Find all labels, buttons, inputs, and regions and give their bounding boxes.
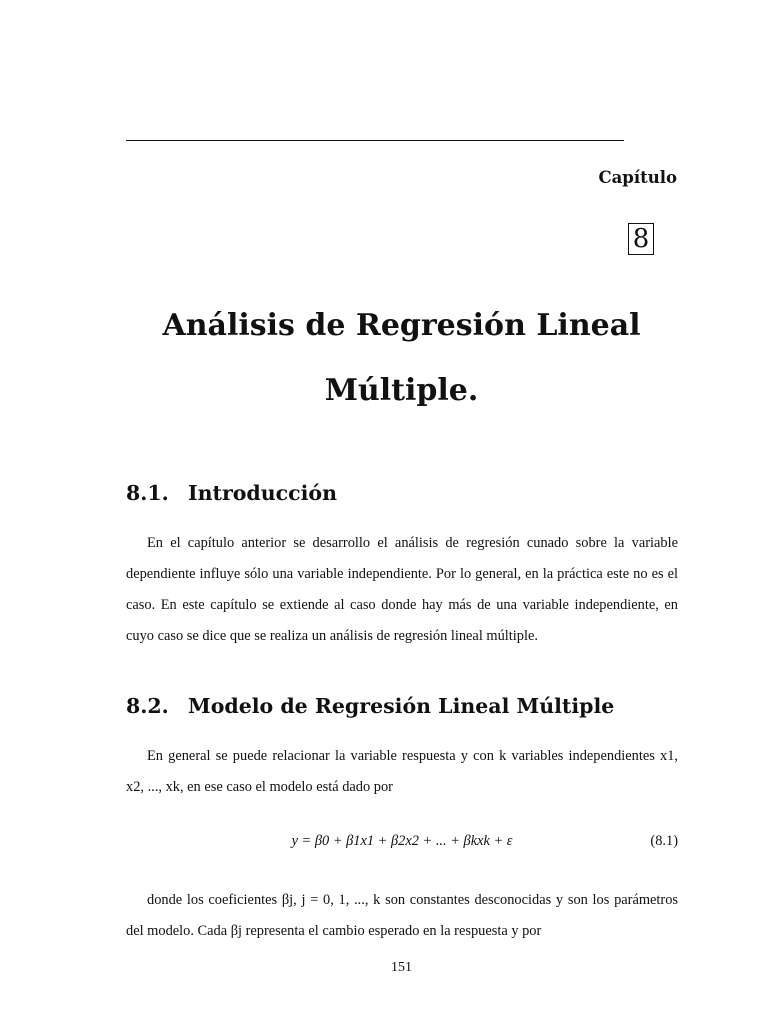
model-paragraph-text: En general se puede relacionar la variable respuesta y con k variables independientes x1, x2, ..., xk, en ese caso el modelo está dado por — [126, 748, 678, 795]
chapter-header-rule — [126, 140, 624, 141]
page-number: 151 — [391, 960, 412, 975]
section-number: 8.1. — [126, 481, 169, 505]
intro-paragraph — [126, 528, 678, 652]
section-title: Modelo de Regresión Lineal Múltiple — [188, 694, 615, 718]
coefficients-paragraph-text: donde los coeficientes βj, j = 0, 1, ..., k son constantes desconocidas y son los parámetros del modelo. Cada βj representa el cambio esperado en la respuesta y por — [126, 892, 678, 939]
section-heading-model — [126, 694, 614, 718]
equation-number: (8.1) — [650, 833, 678, 849]
chapter-title-line1: Análisis de Regresión Lineal — [162, 308, 641, 343]
chapter-title-line2: Múltiple. — [324, 373, 479, 408]
section-title: Introducción — [188, 481, 338, 505]
section-heading-intro — [126, 481, 337, 505]
model-paragraph — [126, 741, 678, 803]
coefficients-paragraph — [126, 885, 678, 947]
intro-paragraph-text: En el capítulo anterior se desarrollo el análisis de regresión cunado sobre la variable dependiente influye sólo una variable independiente. Por lo general, en la práctica este no es el caso. En este capítulo se extiende al caso donde hay más de una variable independiente, en cuyo caso se dice que se realiza un análisis de regresión lineal múltiple. — [126, 535, 678, 644]
section-number: 8.2. — [126, 694, 169, 718]
chapter-label: Capítulo — [598, 168, 677, 187]
chapter-number: 8 — [628, 223, 654, 255]
regression-equation: y = β0 + β1x1 + β2x2 + ... + βkxk + ε — [291, 833, 513, 849]
